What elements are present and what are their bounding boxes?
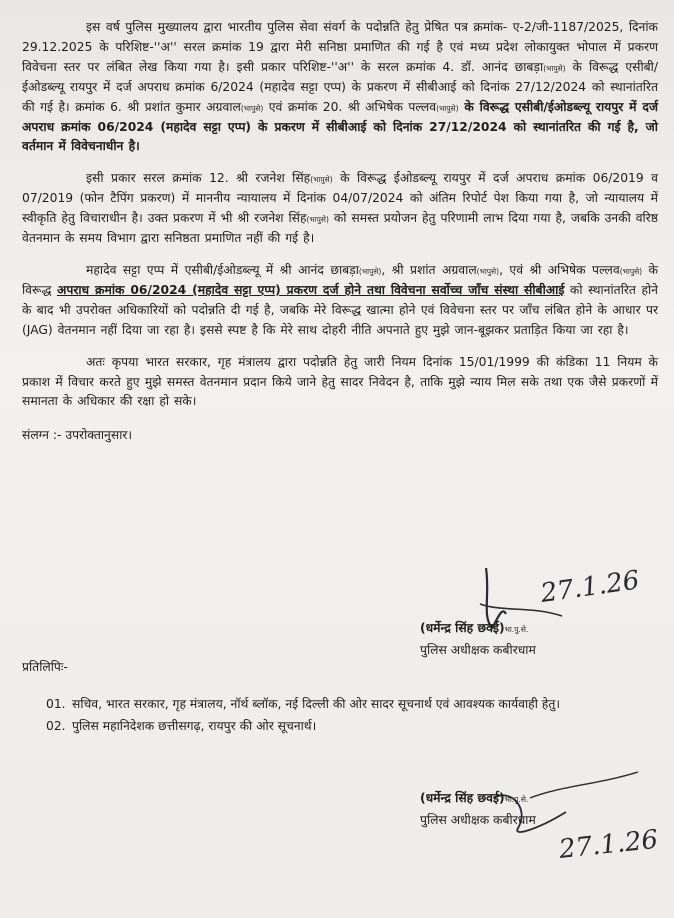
handwritten-date-1: 27.1.26 — [538, 565, 642, 609]
handwritten-date-2: 27.1.26 — [557, 824, 660, 865]
list-item: 02. पुलिस महानिदेशक छत्तीसगढ़, रायपुर की ओर सूचनार्थ। — [46, 719, 317, 734]
paragraph-3: महादेव सट्टा एप्प में एसीबी/ईओडब्ल्यू में श्री आनंद छाबड़ा(भापुसे), श्री प्रशांत अग्रवाल(भापुसे), एवं श्री अभिषेक पल्लव(भापुसे) के विरूद्ध अपराध क्रमांक 06/2024 (महादेव सट्टा एप्प) प्रकरण दर्ज होने तथा विवेचना सर्वोच्च जाँच संस्था सीबीआई को स्थानांतरित होने के बाद भी उपरोक्त अधिकारियों को पदोन्नति दी गई है, जबकि मेरे विरूद्ध खात्मा होने एवं विवेचना स्तर पर जाँच लंबित होने के आधार पर (JAG) वेतनमान नहीं दिया जा रहा है। इससे स्पष्ट है कि मेरे साथ दोहरी नीति अपनाते हुए मुझे जान-बूझकर प्रताड़ित किया जा रहा है। — [22, 262, 659, 337]
paragraph-1: इस वर्ष पुलिस मुख्यालय द्वारा भारतीय पुलिस सेवा संवर्ग के पदोन्नति हेतु प्रेषित पत्र क्रमांक- ए-2/जी-1187/2025, दिनांक 29.12.2025 के परिशिष्ट-''अ'' सरल क्रमांक 19 द्वारा मेरी सनिष्ठा प्रमाणित की गई है एवं मध्य प्रदेश लोकायुक्त भोपाल में प्रकरण विवेचना स्तर पर लंबित लेख किया गया है। इसी प्रकार परिशिष्ट-''अ'' के सरल क्रमांक 4. डॉ. आनंद छाबड़ा(भापुसे) के विरूद्ध एसीबी/ईओडब्ल्यू रायपुर में दर्ज अपराध क्रमांक 6/2024 (महादेव सट्टा एप्प) के प्रकरण में सीबीआई को दिनांक 27/12/2024 को स्थानांतरित की गई है। क्रमांक 6. श्री प्रशांत कुमार अग्रवाल(भापुसे) एवं क्रमांक 20. श्री अभिषेक पल्लव(भापुसे) के विरूद्ध एसीबी/ईओडब्ल्यू रायपुर में दर्ज अपराध क्रमांक 06/2024 (महादेव सट्टा एप्प) के प्रकरण में सीबीआई को दिनांक 27/12/2024 को स्थानांतरित की गई है, जो वर्तमान में विवेचनाधीन है। — [22, 20, 658, 154]
enclosure-line: संलग्न :- उपरोक्तानुसार। — [22, 428, 133, 443]
list-item: 01. सचिव, भारत सरकार, गृह मंत्रालय, नॉर्थ ब्लॉक, नई दिल्ली की ओर सादर सूचनार्थ एवं आवश्यक कार्यवाही हेतु। — [46, 697, 561, 711]
underlined-case-reference: अपराध क्रमांक 06/2024 (महादेव सट्टा एप्प) प्रकरण दर्ज होने तथा विवेचना सर्वोच्च जाँच संस्था सीबीआई — [56, 282, 565, 297]
paragraph-4: अतः कृपया भारत सरकार, गृह मंत्रालय द्वारा पदोन्नति हेतु जारी नियम दिनांक 15/01/1999 की कंडिका 11 नियम के प्रकाश में विचार करते हुए मुझे समस्त वेतनमान प्रदान किये जाने हेतु सादर निवेदन है, ताकि मुझे न्याय मिल सके तथा एक जैसे प्रकरणों में समानता के अधिकार की रक्षा हो सके। — [22, 354, 658, 409]
signature-block-2: (धर्मेन्द्र सिंह छवई)भा.पु.से. पुलिस अधीक्षक कबीरधाम — [420, 791, 536, 827]
copy-to-list — [46, 694, 646, 739]
copy-to-heading: प्रतिलिपिः- — [22, 660, 68, 674]
signature-block-1: (धर्मेन्द्र सिंह छवई)भा.पु.से. पुलिस अधीक्षक कबीरधाम — [420, 621, 536, 657]
paragraph-2: इसी प्रकार सरल क्रमांक 12. श्री रजनेश सिंह(भापुसे) के विरूद्ध ईओडब्ल्यू रायपुर में दर्ज अपराध क्रमांक 06/2019 व 07/2019 (फोन टैपिंग प्रकरण) में माननीय न्यायालय में दिनांक 04/07/2024 को अंतिम रिपोर्ट पेश किया गया है, जो न्यायालय में स्वीकृति हेतु विचाराधीन है। उक्त प्रकरण में भी श्री रजनेश सिंह(भापुसे) को समस्त प्रयोजन हेतु परिणामी लाभ दिया गया है, जबकि उनकी वरिष्ठ वेतनमान के समय विभाग द्वारा सनिष्ठता प्रमाणित नहीं की गई है। — [22, 171, 658, 246]
